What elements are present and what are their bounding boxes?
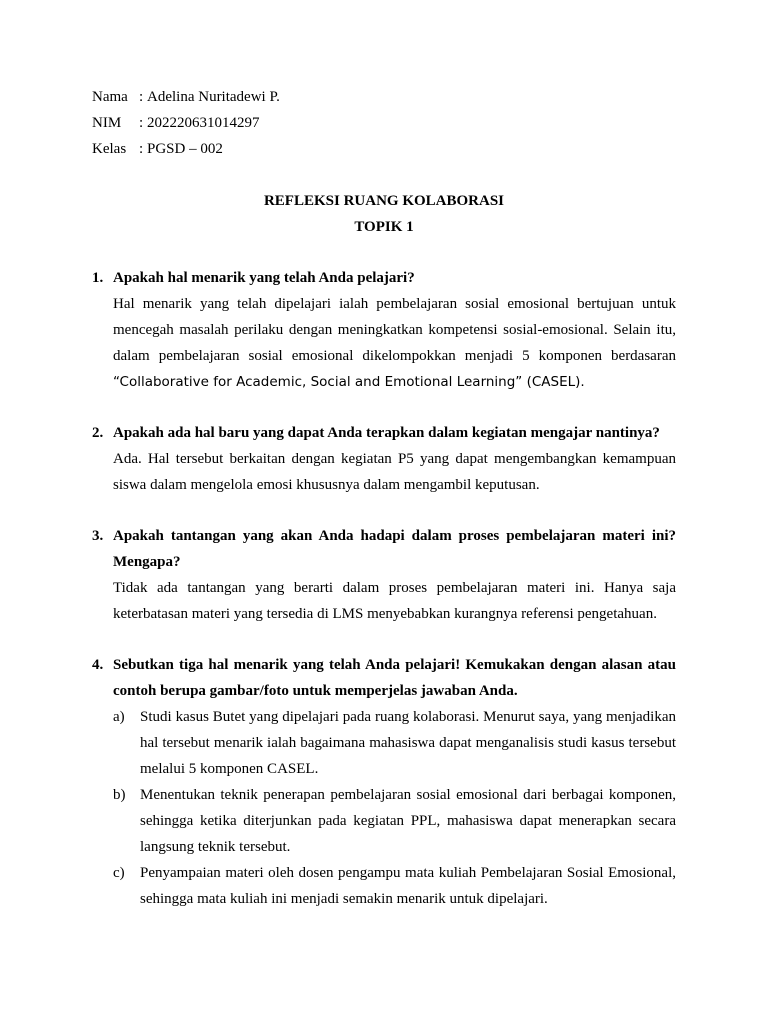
- answer-1-casel-text: “Collaborative for Academic, Social and Emotional Learning” (CASEL).: [113, 374, 585, 390]
- question-1-heading: [92, 265, 676, 291]
- list-item-text: Penyampaian materi oleh dosen pengampu mata kuliah Pembelajaran Sosial Emosional, sehingga mata kuliah ini menjadi semakin menarik untuk dipelajari.: [140, 865, 676, 907]
- question-1: [92, 265, 676, 395]
- question-4: [92, 652, 676, 912]
- class-separator: :: [139, 141, 144, 157]
- answer-3: Tidak ada tantangan yang berarti dalam proses pembelajaran materi ini. Hanya saja keterbatasan materi yang tersedia di LMS menyebabkan kurangnya referensi pengetahuan.: [113, 580, 676, 622]
- class-label: Kelas: [92, 141, 127, 157]
- list-item-marker: c): [113, 865, 125, 881]
- question-3: [92, 523, 676, 627]
- question-3-text: Apakah tantangan yang akan Anda hadapi dalam proses pembelajaran materi ini? Mengapa?: [113, 528, 676, 570]
- list-item-text: Studi kasus Butet yang dipelajari pada ruang kolaborasi. Menurut saya, yang menjadikan hal tersebut menarik ialah bagaimana mahasiswa dapat menganalisis studi kasus tersebut melalui 5 komponen CASEL.: [140, 709, 676, 777]
- class-value: PGSD – 002: [147, 141, 223, 157]
- question-2-heading: [92, 420, 676, 446]
- nim-separator: :: [139, 115, 144, 131]
- question-1-text: Apakah hal menarik yang telah Anda pelajari?: [113, 270, 415, 286]
- answer-1: [113, 291, 676, 395]
- document-content: [92, 84, 676, 912]
- question-3-number: 3.: [92, 528, 104, 544]
- nim-value: 202220631014297: [147, 115, 260, 131]
- nim-label: NIM: [92, 115, 122, 131]
- question-3-heading: [92, 523, 676, 575]
- list-item-text: Menentukan teknik penerapan pembelajaran sosial emosional dari berbagai komponen, sehingga ketika diterjunkan pada kegiatan PPL, mahasiswa dapat menerapkan secara langsung teknik tersebut.: [140, 787, 676, 855]
- list-item: [113, 704, 676, 782]
- question-4-number: 4.: [92, 657, 104, 673]
- question-4-text: Sebutkan tiga hal menarik yang telah Anda pelajari! Kemukakan dengan alasan atau contoh berupa gambar/foto untuk memperjelas jawaban Anda.: [113, 657, 676, 699]
- question-2-number: 2.: [92, 425, 104, 441]
- list-item: [113, 860, 676, 912]
- list-item-marker: a): [113, 709, 125, 725]
- name-row: [92, 84, 676, 110]
- topic-title: TOPIK 1: [354, 219, 414, 235]
- student-identity: [92, 84, 676, 162]
- name-value: Adelina Nuritadewi P.: [147, 89, 280, 105]
- document-title: [92, 188, 676, 240]
- question-2-text: Apakah ada hal baru yang dapat Anda terapkan dalam kegiatan mengajar nantinya?: [113, 425, 660, 441]
- name-separator: :: [139, 89, 144, 105]
- answer-4-list: [113, 704, 676, 912]
- question-1-number: 1.: [92, 270, 104, 286]
- list-item-marker: b): [113, 787, 126, 803]
- answer-1-main-text: Hal menarik yang telah dipelajari ialah pembelajaran sosial emosional bertujuan untuk mencegah masalah perilaku dengan meningkatkan kompetensi sosial-emosional. Selain itu, dalam pembelajaran sosial emosional dikelompokkan menjadi 5 komponen berdasaran: [113, 296, 676, 364]
- answer-2: Ada. Hal tersebut berkaitan dengan kegiatan P5 yang dapat mengembangkan kemampuan siswa dalam mengelola emosi khususnya dalam mengambil keputusan.: [113, 451, 676, 493]
- class-row: [92, 136, 676, 162]
- nim-row: [92, 110, 676, 136]
- question-4-heading: [92, 652, 676, 704]
- main-title: REFLEKSI RUANG KOLABORASI: [263, 193, 505, 209]
- name-label: Nama: [92, 89, 128, 105]
- list-item: [113, 782, 676, 860]
- question-2: [92, 420, 676, 498]
